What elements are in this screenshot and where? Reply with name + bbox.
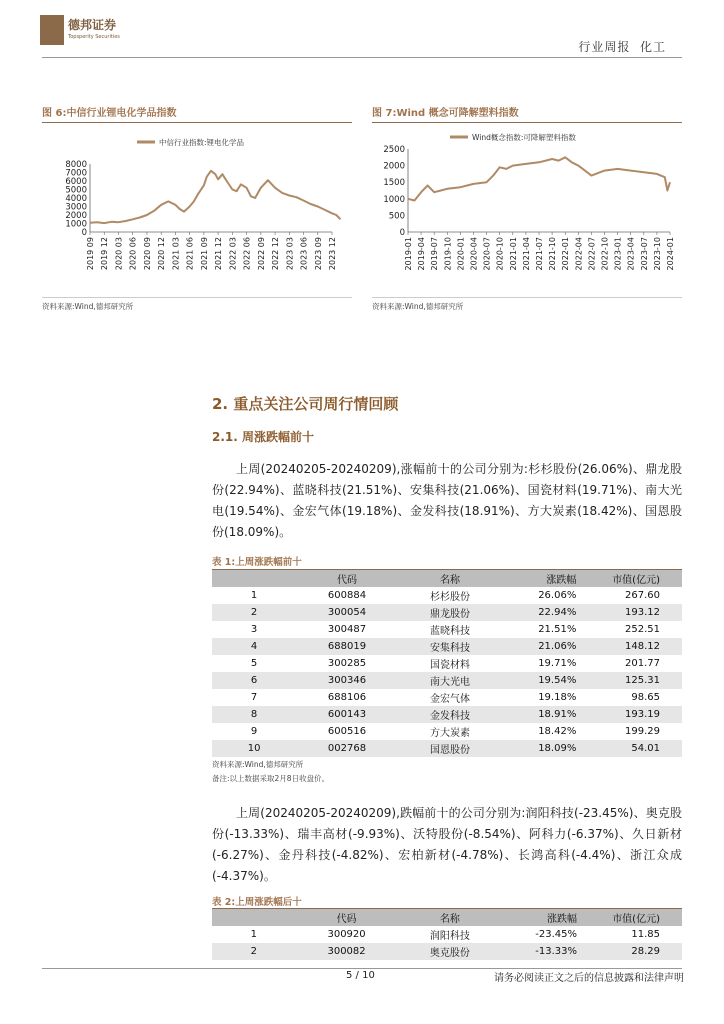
- figure6-chart: [42, 126, 352, 296]
- section-title: 2. 重点关注公司周行情回顾: [212, 395, 399, 413]
- table-cell: 54.01: [586, 740, 682, 757]
- table-cell: 19.54%: [502, 672, 586, 689]
- table-cell: 600143: [296, 706, 398, 723]
- f7-x-tick-label: 2019-07: [430, 237, 440, 271]
- f7-x-tick-label: 2023-10: [652, 237, 662, 271]
- f7-x-tick-label: 2023-01: [613, 237, 623, 271]
- table-cell: 2: [212, 604, 296, 621]
- table1-header-row: [212, 570, 682, 587]
- f7-x-tick-label: 2020-01: [456, 237, 466, 271]
- f7-y-tick-label: 500: [388, 211, 405, 222]
- header-divider: [42, 57, 682, 58]
- table-cell: 21.51%: [538, 624, 577, 635]
- f7-x-tick-label: 2019-10: [443, 237, 453, 271]
- table-cell: -13.33%: [502, 943, 587, 960]
- table-row: [212, 638, 682, 655]
- figure7-title: 图 7:Wind 概念可降解塑料指数: [372, 108, 519, 119]
- figure6-source-rule: [42, 297, 352, 298]
- f7-x-tick-label: 2021-10: [548, 237, 558, 271]
- f7-y-tick-label: 2500: [383, 145, 405, 155]
- f6-x-tick-label: 2022 03: [228, 237, 238, 271]
- f6-x-tick-label: 2021 12: [214, 237, 224, 271]
- f6-y-tick-label: 2000: [65, 211, 87, 221]
- table-cell: 18.91%: [502, 706, 586, 723]
- table1: [212, 570, 682, 757]
- figure7-legend-label: Wind概念指数:可降解塑料指数: [472, 133, 576, 142]
- table-cell: 600884: [327, 590, 367, 601]
- table-cell: 金发科技: [398, 706, 502, 723]
- table-row: [212, 926, 682, 943]
- table2-header-row: [212, 909, 682, 926]
- f6-x-tick-label: 2022 09: [256, 237, 266, 271]
- table-cell: 金宏气体: [430, 694, 471, 705]
- table-cell: 蓝晓科技: [430, 626, 471, 637]
- f7-x-tick-label: 2022-10: [600, 237, 610, 271]
- f7-x-tick-label: 2022-01: [561, 237, 571, 271]
- logo-subtitle: Topsperity Securities: [68, 34, 120, 40]
- disclaimer: 请务必阅读正文之后的信息披露和法律声明: [494, 973, 684, 984]
- figure6-legend-label: 中信行业指数:锂电化学品: [159, 138, 245, 147]
- table1-header-cell: 涨跌幅: [502, 570, 586, 587]
- f6-x-tick-label: 2022 06: [242, 237, 252, 271]
- f6-x-tick-label: 2019 12: [100, 237, 110, 271]
- table-cell: 002768: [296, 740, 398, 757]
- table-cell: 奥克股份: [397, 943, 502, 960]
- figure7-rule: [372, 122, 682, 123]
- figure7-legend: [450, 132, 576, 142]
- table-cell: 4: [212, 638, 296, 655]
- table2-header-cell: 市值(亿元): [587, 909, 682, 926]
- table-row: [212, 689, 682, 706]
- table-cell: 201.77: [625, 658, 660, 669]
- table-cell: 300285: [327, 658, 367, 669]
- table-cell: 199.29: [625, 726, 660, 737]
- table-cell: 300346: [296, 672, 398, 689]
- table-cell: 南大光电: [398, 672, 502, 689]
- table-cell: 22.94%: [502, 604, 586, 621]
- table-row: [212, 621, 682, 638]
- f6-x-tick-label: 2021 03: [171, 237, 181, 271]
- table-cell: 28.29: [587, 943, 682, 960]
- f7-x-tick-label: 2021-01: [508, 237, 518, 271]
- f7-x-tick-label: 2022-04: [574, 237, 584, 271]
- f6-y-tick-label: 4000: [65, 194, 87, 204]
- table-cell: -23.45%: [535, 929, 578, 940]
- table-cell: 125.31: [586, 672, 682, 689]
- table-cell: 300054: [296, 604, 398, 621]
- figure7-chart: [372, 126, 682, 296]
- table-cell: 18.09%: [502, 740, 586, 757]
- table2-header-cell: 代码: [296, 909, 398, 926]
- f7-y-tick-label: 1500: [383, 178, 405, 189]
- f6-y-tick-label: 3000: [65, 202, 87, 213]
- f6-x-tick-label: 2019 09: [86, 237, 95, 271]
- table1-source: 资料来源:Wind,德邦研究所: [212, 760, 304, 769]
- f6-y-tick-label: 5000: [65, 185, 87, 196]
- table-row: [212, 655, 682, 672]
- f6-x-tick-label: 2022 12: [271, 237, 281, 271]
- f7-x-tick-label: 2024-01: [666, 237, 675, 271]
- table-cell: 252.51: [625, 624, 660, 635]
- figure7-source-rule: [372, 297, 682, 298]
- table-cell: 1: [250, 929, 258, 940]
- table-cell: 193.19: [586, 706, 682, 723]
- f6-y-tick-label: 7000: [65, 168, 87, 179]
- table-cell: 300082: [296, 943, 398, 960]
- logo-name: 德邦证券: [68, 18, 117, 32]
- table-cell: 148.12: [586, 638, 682, 655]
- f7-x-tick-label: 2023-07: [639, 237, 649, 271]
- table-row: [212, 706, 682, 723]
- f6-x-tick-label: 2020 03: [114, 237, 124, 271]
- table-cell: 267.60: [625, 590, 660, 601]
- f6-x-tick-label: 2023 09: [313, 237, 323, 271]
- losers-paragraph: 上周(20240205-20240209),跌幅前十的公司分别为:润阳科技(-23.45%)、奥克股份(-13.33%)、瑞丰高材(-9.93%)、沃特股份(-8.54%)、阿科力(-6.37%)、久日新材(-6.27%)、金丹科技(-4.82%)、宏柏新材(-4.78%)、长鸿高科(-4.4%)、浙江众成(-4.37%)。: [212, 806, 682, 883]
- table-row: [212, 943, 682, 960]
- f6-y-tick-label: 1000: [65, 219, 87, 230]
- figure6-source: 资料来源:Wind,德邦研究所: [42, 302, 134, 311]
- table-row: [212, 672, 682, 689]
- table-cell: 98.65: [631, 692, 660, 703]
- table1-header-cell: [212, 570, 296, 587]
- f7-x-tick-label: 2020-10: [495, 237, 505, 271]
- table-cell: 9: [250, 726, 258, 737]
- f6-x-tick-label: 2021 09: [199, 237, 209, 271]
- table-cell: 21.06%: [502, 638, 586, 655]
- f7-x-tick-label: 2023-04: [626, 237, 636, 271]
- f7-y-tick-label: 2000: [383, 161, 405, 172]
- f7-x-tick-label: 2020-07: [482, 237, 492, 271]
- f6-y-tick-label: 6000: [65, 177, 87, 187]
- f6-x-tick-label: 2023 12: [328, 237, 337, 271]
- table-cell: 安集科技: [398, 638, 502, 655]
- f6-x-tick-label: 2023 06: [299, 237, 309, 271]
- table-row: [212, 723, 682, 740]
- table-cell: 方大炭素: [430, 728, 471, 739]
- table-cell: 7: [250, 692, 258, 703]
- table-row: [212, 740, 682, 757]
- f6-y-tick-label: 0: [81, 228, 87, 238]
- table-cell: 193.12: [586, 604, 682, 621]
- page-number: 5 / 10: [346, 970, 375, 981]
- figure6-legend: [137, 137, 245, 147]
- report-header: [578, 38, 666, 55]
- table2: [212, 909, 682, 960]
- f7-x-tick-label: 2019-04: [417, 237, 427, 271]
- table2-header-cell: [212, 909, 296, 926]
- figure6-rule: [42, 122, 352, 123]
- table-cell: 688106: [327, 692, 367, 703]
- table-cell: 润阳科技: [429, 931, 470, 942]
- figure7-source: 资料来源:Wind,德邦研究所: [372, 302, 464, 311]
- table-cell: 18.42%: [538, 726, 577, 737]
- report-sector: 化工: [639, 40, 666, 54]
- table-cell: 3: [250, 624, 258, 635]
- table-cell: 1: [250, 590, 258, 601]
- f7-x-tick-label: 2019-01: [404, 237, 413, 271]
- table-cell: 300487: [327, 624, 367, 635]
- table-cell: 6: [212, 672, 296, 689]
- table1-header-cell: 市值(亿元): [586, 570, 682, 587]
- f7-x-tick-label: 2021-07: [535, 237, 544, 271]
- table-cell: 国瓷材料: [430, 660, 471, 671]
- f6-y-tick-label: 8000: [65, 160, 87, 170]
- table2-header-cell: 涨跌幅: [502, 909, 587, 926]
- f6-x-tick-label: 2020 09: [142, 237, 152, 271]
- table-cell: 杉杉股份: [430, 592, 471, 603]
- table-cell: 26.06%: [538, 590, 577, 601]
- f6-series-line: [90, 171, 341, 223]
- table2-header-cell: 名称: [397, 909, 502, 926]
- table-row: [212, 587, 682, 604]
- f6-x-tick-label: 2021 06: [185, 237, 195, 271]
- f7-x-tick-label: 2020-04: [469, 237, 479, 271]
- f6-x-tick-label: 2023 03: [285, 237, 295, 271]
- table-cell: 19.71%: [538, 658, 577, 669]
- table-cell: 10: [212, 740, 296, 757]
- f7-x-tick-label: 2022-07: [587, 237, 597, 271]
- table-cell: 300920: [327, 929, 366, 940]
- report-type: 行业周报: [578, 40, 631, 54]
- table1-header-cell: 名称: [398, 570, 502, 587]
- table-cell: 鼎龙股份: [398, 604, 502, 621]
- table1-note: 备注:以上数据采取2月8日收盘价。: [212, 774, 330, 783]
- table1-title: 表 1:上周涨跌幅前十: [212, 557, 302, 568]
- gainers-paragraph: 上周(20240205-20240209),涨幅前十的公司分别为:杉杉股份(26.06%)、鼎龙股份(22.94%)、蓝晓科技(21.51%)、安集科技(21.06%)、国瓷材料(19.71%)、南大光电(19.54%)、金宏气体(19.18%)、金发科技(18.91%)、方大炭素(18.42%)、国恩股份(18.09%)。: [212, 462, 682, 539]
- f7-y-tick-label: 0: [399, 228, 405, 238]
- table-cell: 5: [250, 658, 258, 669]
- table-cell: 国恩股份: [398, 740, 502, 757]
- table-row: [212, 604, 682, 621]
- f7-x-tick-label: 2021-04: [521, 237, 531, 271]
- f6-x-tick-label: 2020 06: [128, 237, 138, 271]
- table-cell: 2: [212, 943, 296, 960]
- figure6-title: 图 6:中信行业锂电化学品指数: [42, 108, 177, 119]
- table-cell: 600516: [327, 726, 367, 737]
- f6-x-tick-label: 2020 12: [157, 237, 167, 271]
- f7-y-tick-label: 1000: [383, 194, 405, 205]
- f7-series-line: [408, 157, 670, 200]
- table2-title: 表 2:上周涨跌幅后十: [212, 897, 302, 908]
- logo-mark: [40, 15, 64, 45]
- table-cell: 8: [212, 706, 296, 723]
- subsection-title: 2.1. 周涨跌幅前十: [212, 430, 314, 444]
- table-cell: 11.85: [631, 929, 660, 940]
- table-cell: 688019: [296, 638, 398, 655]
- table1-header-cell: 代码: [296, 570, 398, 587]
- table-cell: 19.18%: [538, 692, 577, 703]
